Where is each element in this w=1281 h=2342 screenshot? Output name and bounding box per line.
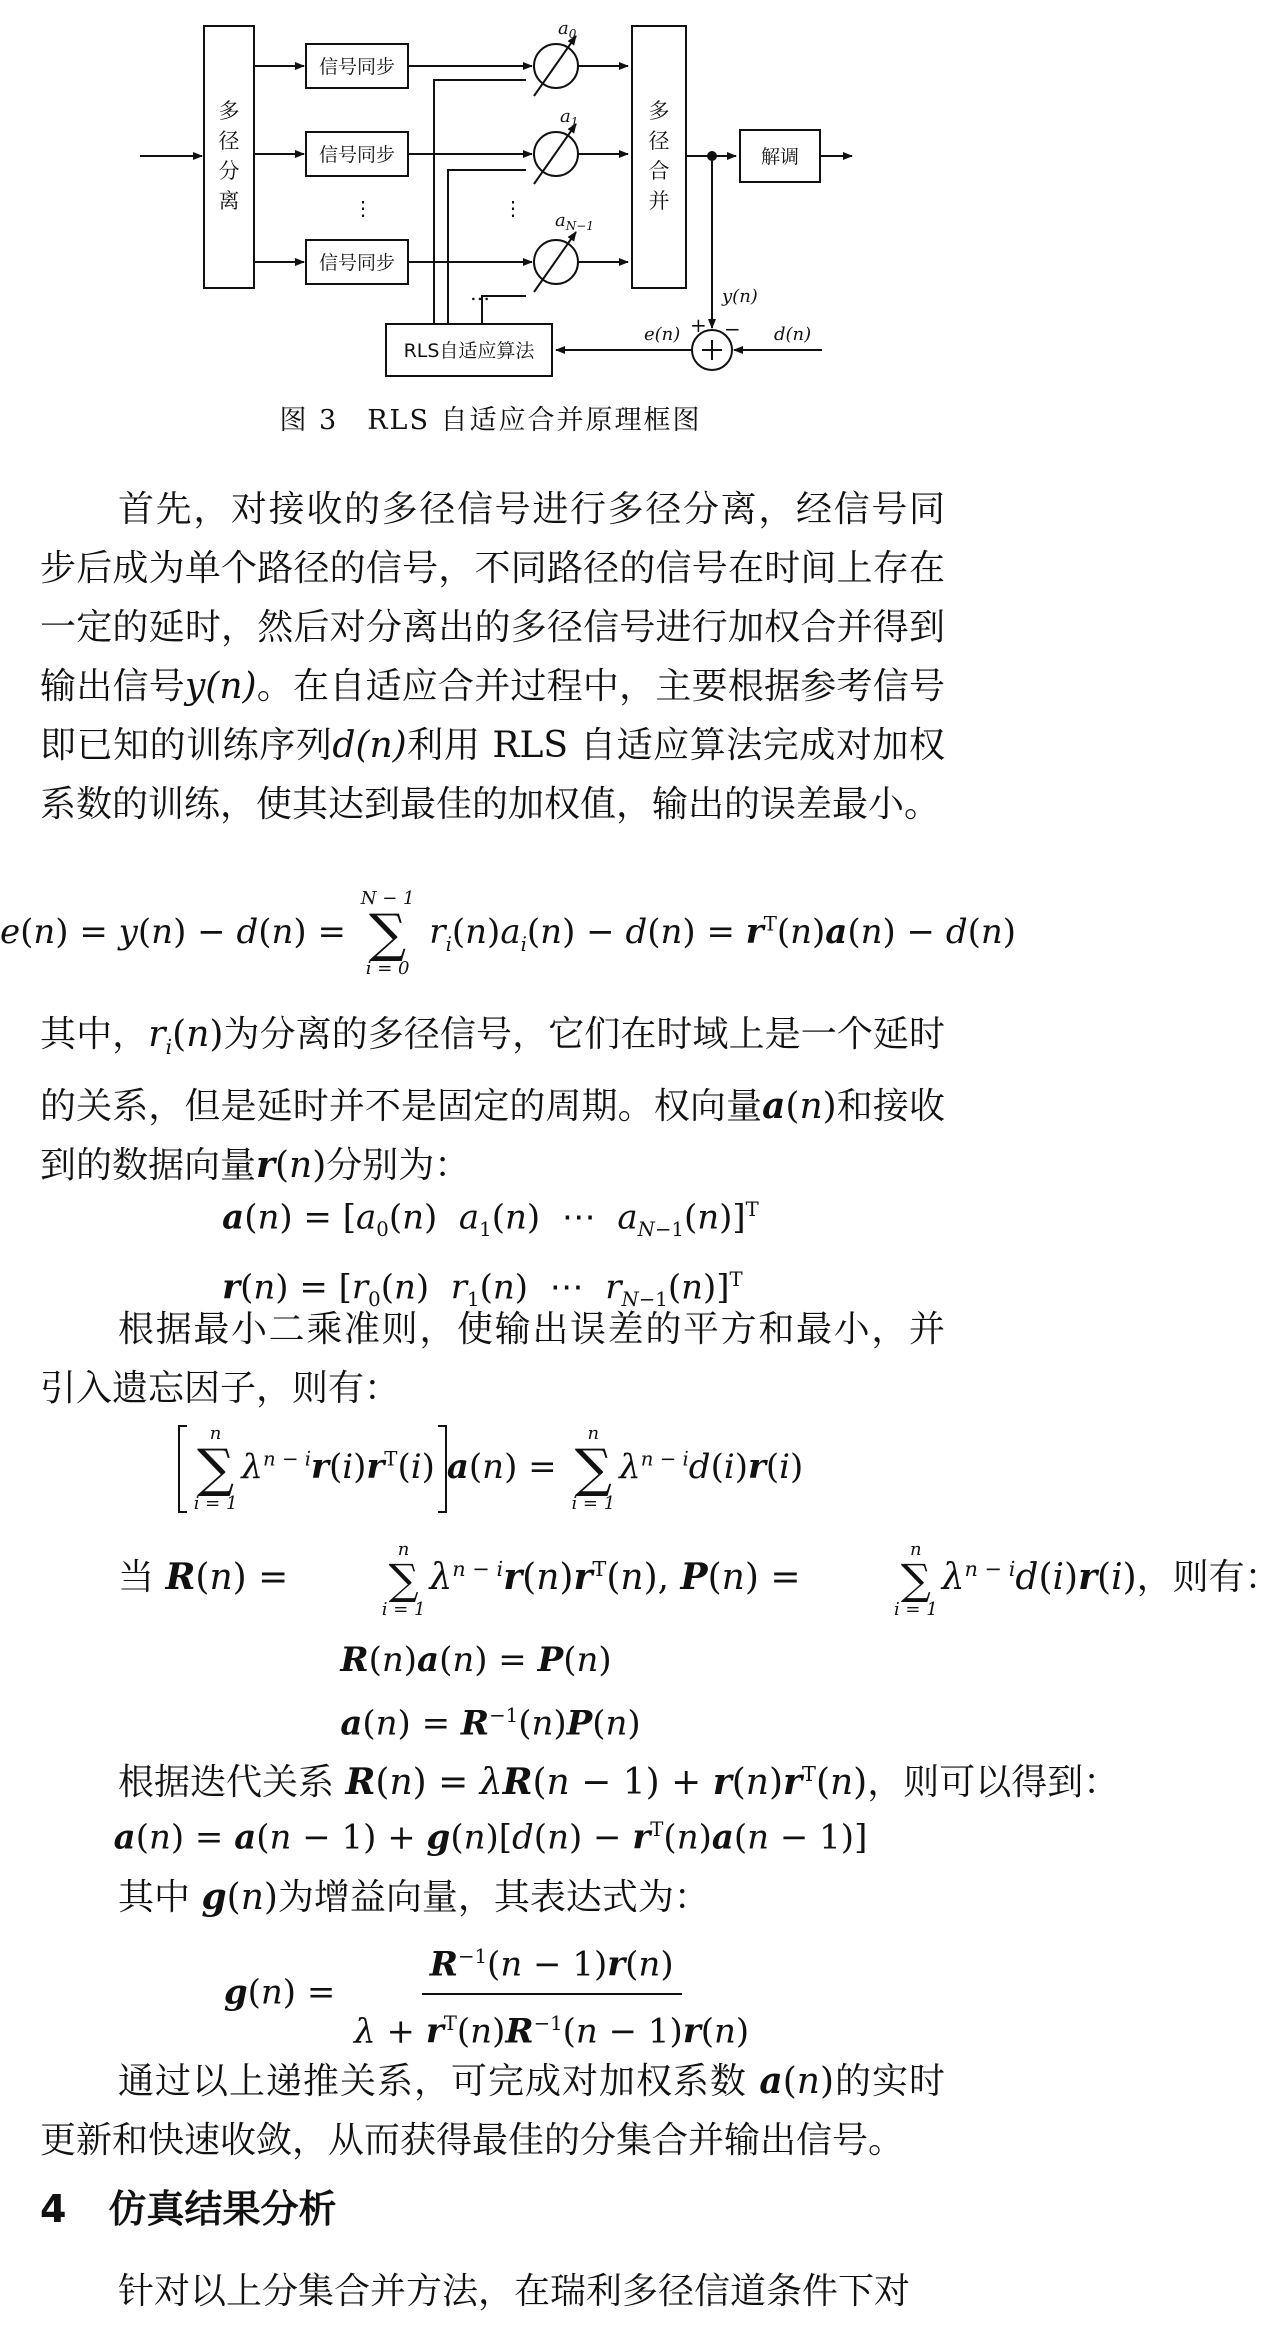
p1-y: y(n): [184, 666, 257, 707]
p7b-text: 的实时更新和快速收敛，从而获得最佳的分集合并输出信号。: [40, 2061, 945, 2161]
equation-solution: R(n)a(n) = P(n) $a(n) = R^{-1}(n)P(n)$: [340, 1640, 641, 1744]
p1b-text: 。在自适应合并过程中，主要根据参考信号即已知的训练序列: [40, 666, 945, 766]
p2d-text: 分别为：: [326, 1145, 471, 1187]
p2c-text: 和接收到的数据向量: [40, 1086, 945, 1187]
equation-normal: n ∑ i = 1 $\lambda^{n - i}r(i)r^T(i) a(n)$ = n ∑ i = 1 $\lambda^{n - i}d(i)r(i)$: [0, 1425, 981, 1513]
dn-label: d(n): [774, 324, 812, 345]
sync-label-0: 信号同步: [318, 56, 396, 78]
comb-char-3: 并: [648, 189, 670, 213]
section-heading: [40, 2178, 336, 2233]
en-label: e(n): [644, 324, 681, 345]
sep-char-2: 分: [218, 159, 240, 183]
rls-block-diagram: [0, 0, 981, 400]
demod-label: 解调: [760, 146, 800, 168]
paragraph-8: [40, 2262, 945, 2321]
p8-text: 针对以上分集合并方法，在瑞利多径信道条件下对: [118, 2271, 911, 2312]
p2b-text: 为分离的多径信号，它们在时域上是一个延时的关系，但是延时并不是固定的周期。权向量: [40, 1014, 945, 1128]
figure-caption: 图 3 RLS 自适应合并原理框图: [279, 405, 702, 436]
sep-char-3: 离: [218, 189, 240, 213]
p5a-text: 根据迭代关系: [118, 1762, 335, 1803]
p3-text: 根据最小二乘准则，使输出误差的平方和最小，并引入遗忘因子，则有：: [40, 1309, 945, 1409]
minus-sign: −: [724, 317, 741, 341]
sep-char-0: 多: [218, 99, 240, 123]
weight-label-0: $a_0$: [558, 18, 577, 41]
yn-label: y(n): [722, 286, 758, 307]
paragraph-5: 根据迭代关系 $R(n) = \lambda R(n - 1) + r(n)r^T(n)$，则可以得到：: [118, 1761, 1120, 1803]
paragraph-6: 其中 g(n)为增益向量，其表达式为：: [118, 1876, 710, 1918]
p4b-text: 则有：: [1172, 1557, 1281, 1598]
equation-vectors: $a(n) = [a_0(n)$ $a_1(n)$ ⋯ $a_{N-1}(n)]^T$ $r(n) = [r_0(n)$ $r_1(n)$ ⋯ $r_{N-1}(n)]^T$: [222, 1197, 759, 1312]
separator-box: [204, 26, 254, 288]
vdots-mid: ⋮: [503, 196, 523, 220]
vdots-sync: ⋮: [353, 196, 373, 220]
tap-dot: [707, 151, 717, 161]
paragraph-7: 通过以上递推关系，可完成对加权系数 a(n)的实时更新和快速收敛，从而获得最佳的分集合并输出信号。: [40, 2060, 945, 2161]
p2a-text: 其中，: [40, 1014, 149, 1055]
p7a-text: 通过以上递推关系，可完成对加权系数: [118, 2061, 747, 2102]
rls-label: RLS自适应算法: [403, 340, 535, 362]
weight-label-1: $a_1$: [560, 106, 579, 129]
p1-text: 首先，对接收的多径信号进行多径分离，经信号同步后成为单个路径的信号，不同路径的信号在时间上存在一定的延时，然后对分离出的多径信号进行加权合并得到输出信号: [40, 489, 945, 707]
combiner-box: [632, 26, 686, 288]
p6b-text: 为增益向量，其表达式为：: [277, 1877, 710, 1918]
p1-d: d(n): [332, 725, 407, 766]
p6a-text: 其中: [118, 1877, 191, 1918]
p5b-text: 则可以得到：: [903, 1762, 1120, 1803]
comb-char-0: 多: [648, 99, 670, 123]
p4a-text: 当: [118, 1557, 155, 1598]
comb-char-1: 径: [648, 129, 670, 153]
p1c-text: 利用 RLS 自适应算法完成对加权系数的训练，使其达到最佳的加权值，输出的误差最小。: [40, 725, 945, 825]
paragraph-4: 当 R(n) = n ∑ i = 1 $\lambda^{n - i}r(n)r^T(n)$, P(n) = n ∑ i = 1 $\lambda^{n - i}d(i)r(i)$，则有：: [118, 1539, 1281, 1620]
paragraph-1: [40, 480, 945, 834]
hdots: …: [470, 281, 490, 305]
comb-char-2: 合: [648, 159, 670, 183]
sep-char-1: 径: [218, 129, 240, 153]
equation-gain: g(n) = $\frac{R^{-1}(n - 1)r(n)}{\lambda + r^T(n)R^{-1}(n - 1)r(n)}$: [0, 1932, 981, 2057]
sync-label-2: 信号同步: [318, 252, 396, 274]
section-number: 4: [40, 2187, 67, 2231]
equation-error: e(n) = y(n) − d(n) = N − 1 ∑ i = 0 $r_i(n)a_i(n) - d(n) = r^T(n)a(n) - d(n)$: [0, 888, 1017, 979]
paragraph-3: [40, 1300, 945, 1418]
section-title: 仿真结果分析: [108, 2187, 337, 2231]
plus-sign: +: [690, 313, 707, 337]
weight-label-2: $a_{N-1}$: [555, 210, 594, 233]
paragraph-2: 其中，$r_i(n)$为分离的多径信号，它们在时域上是一个延时的关系，但是延时并不是固定的周期。权向量a(n)和接收到的数据向量r(n)分别为：: [40, 1014, 945, 1187]
equation-update: $a(n) = a(n - 1) + g(n)[d(n) - r^T(n)a(n - 1)]$: [113, 1817, 868, 1858]
sync-label-1: 信号同步: [318, 144, 396, 166]
diagram-svg: [0, 0, 981, 400]
